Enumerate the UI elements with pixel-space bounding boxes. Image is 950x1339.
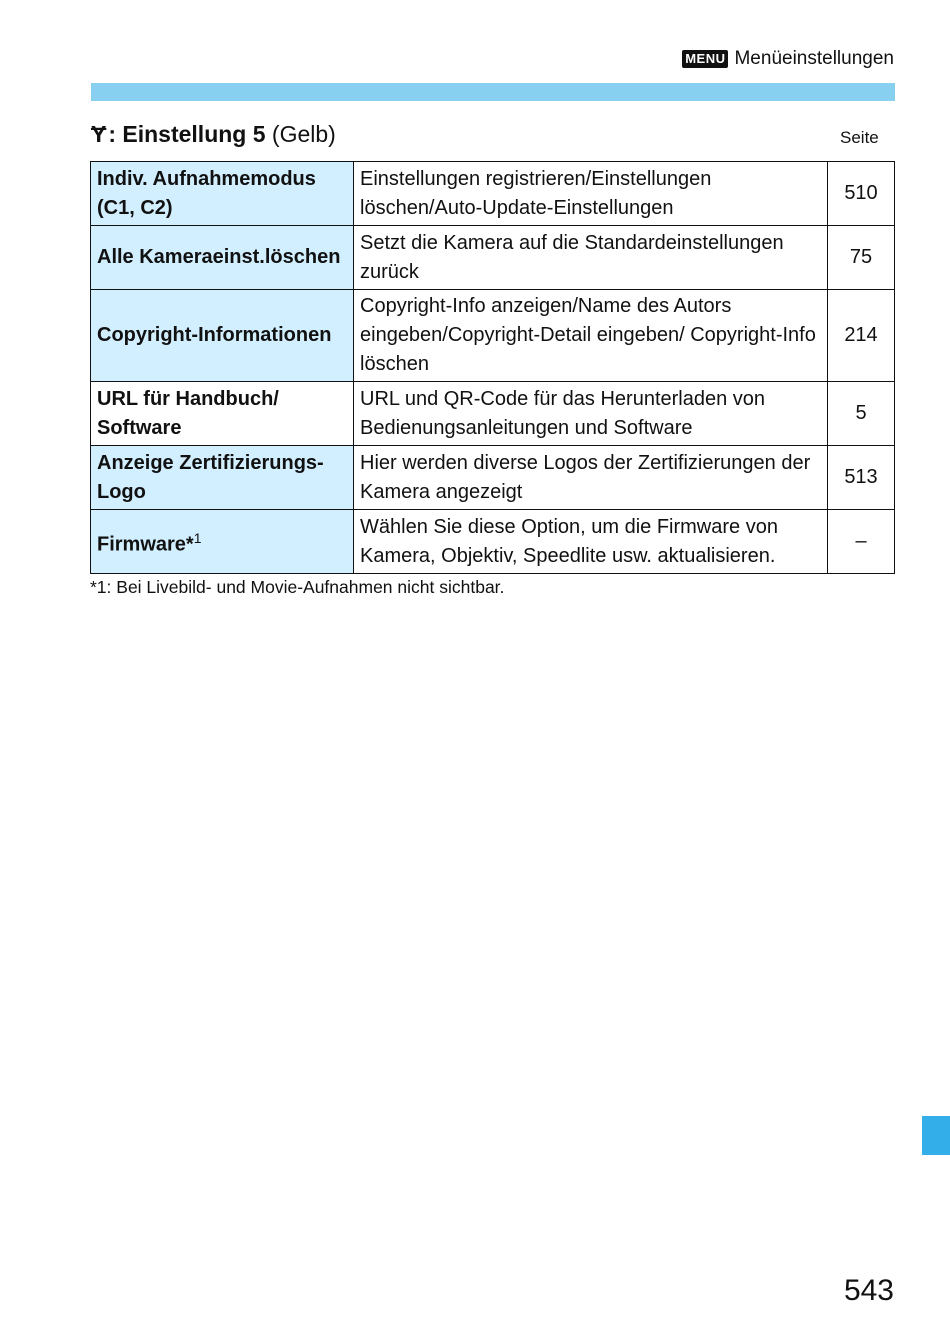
setting-description: Copyright-Info anzeigen/Name des Autors eingeben/Copyright-Detail eingeben/ Copyright-Info löschen bbox=[354, 290, 828, 382]
setting-page: – bbox=[828, 510, 895, 574]
chapter-side-tab bbox=[922, 1116, 950, 1155]
table-row bbox=[91, 382, 895, 446]
table-row bbox=[91, 226, 895, 290]
menu-icon: MENU bbox=[682, 50, 728, 68]
table-row bbox=[91, 290, 895, 382]
setting-page: 5 bbox=[828, 382, 895, 446]
setting-page: 214 bbox=[828, 290, 895, 382]
section-title-main: : Einstellung 5 bbox=[108, 121, 266, 147]
setting-page: 75 bbox=[828, 226, 895, 290]
header-accent-bar bbox=[91, 83, 895, 101]
settings-table bbox=[90, 161, 895, 574]
running-header bbox=[682, 48, 894, 70]
table-row bbox=[91, 446, 895, 510]
page-column-label: Seite bbox=[840, 128, 879, 147]
setting-description: URL und QR-Code für das Herunterladen von Bedienungsanleitungen und Software bbox=[354, 382, 828, 446]
setting-name: Copyright-Informationen bbox=[91, 290, 354, 382]
page-number: 543 bbox=[843, 1274, 894, 1307]
setting-name: Anzeige Zertifizierungs-Logo bbox=[91, 446, 354, 510]
setting-description: Einstellungen registrieren/Einstellungen löschen/Auto-Update-Einstellungen bbox=[354, 162, 828, 226]
setting-description: Hier werden diverse Logos der Zertifizierungen der Kamera angezeigt bbox=[354, 446, 828, 510]
setting-page: 513 bbox=[828, 446, 895, 510]
section-title-color: (Gelb) bbox=[265, 121, 336, 147]
table-row bbox=[91, 162, 895, 226]
section-title bbox=[91, 121, 336, 148]
setting-description: Setzt die Kamera auf die Standardeinstellungen zurück bbox=[354, 226, 828, 290]
wrench-icon: Ɏ bbox=[91, 121, 107, 147]
table-row bbox=[91, 510, 895, 574]
setting-name: URL für Handbuch/ Software bbox=[91, 382, 354, 446]
header-title: Menüeinstellungen bbox=[734, 48, 894, 69]
setting-description: Wählen Sie diese Option, um die Firmware von Kamera, Objektiv, Speedlite usw. aktualisieren. bbox=[354, 510, 828, 574]
footnote-marker: 1 bbox=[193, 529, 202, 546]
setting-name: Alle Kameraeinst.löschen bbox=[91, 226, 354, 290]
setting-name-cell bbox=[91, 510, 354, 574]
setting-name: Indiv. Aufnahmemodus (C1, C2) bbox=[91, 162, 354, 226]
setting-name: Firmware* bbox=[97, 533, 194, 556]
footnote: *1: Bei Livebild- und Movie-Aufnahmen nicht sichtbar. bbox=[90, 577, 505, 597]
setting-page: 510 bbox=[828, 162, 895, 226]
